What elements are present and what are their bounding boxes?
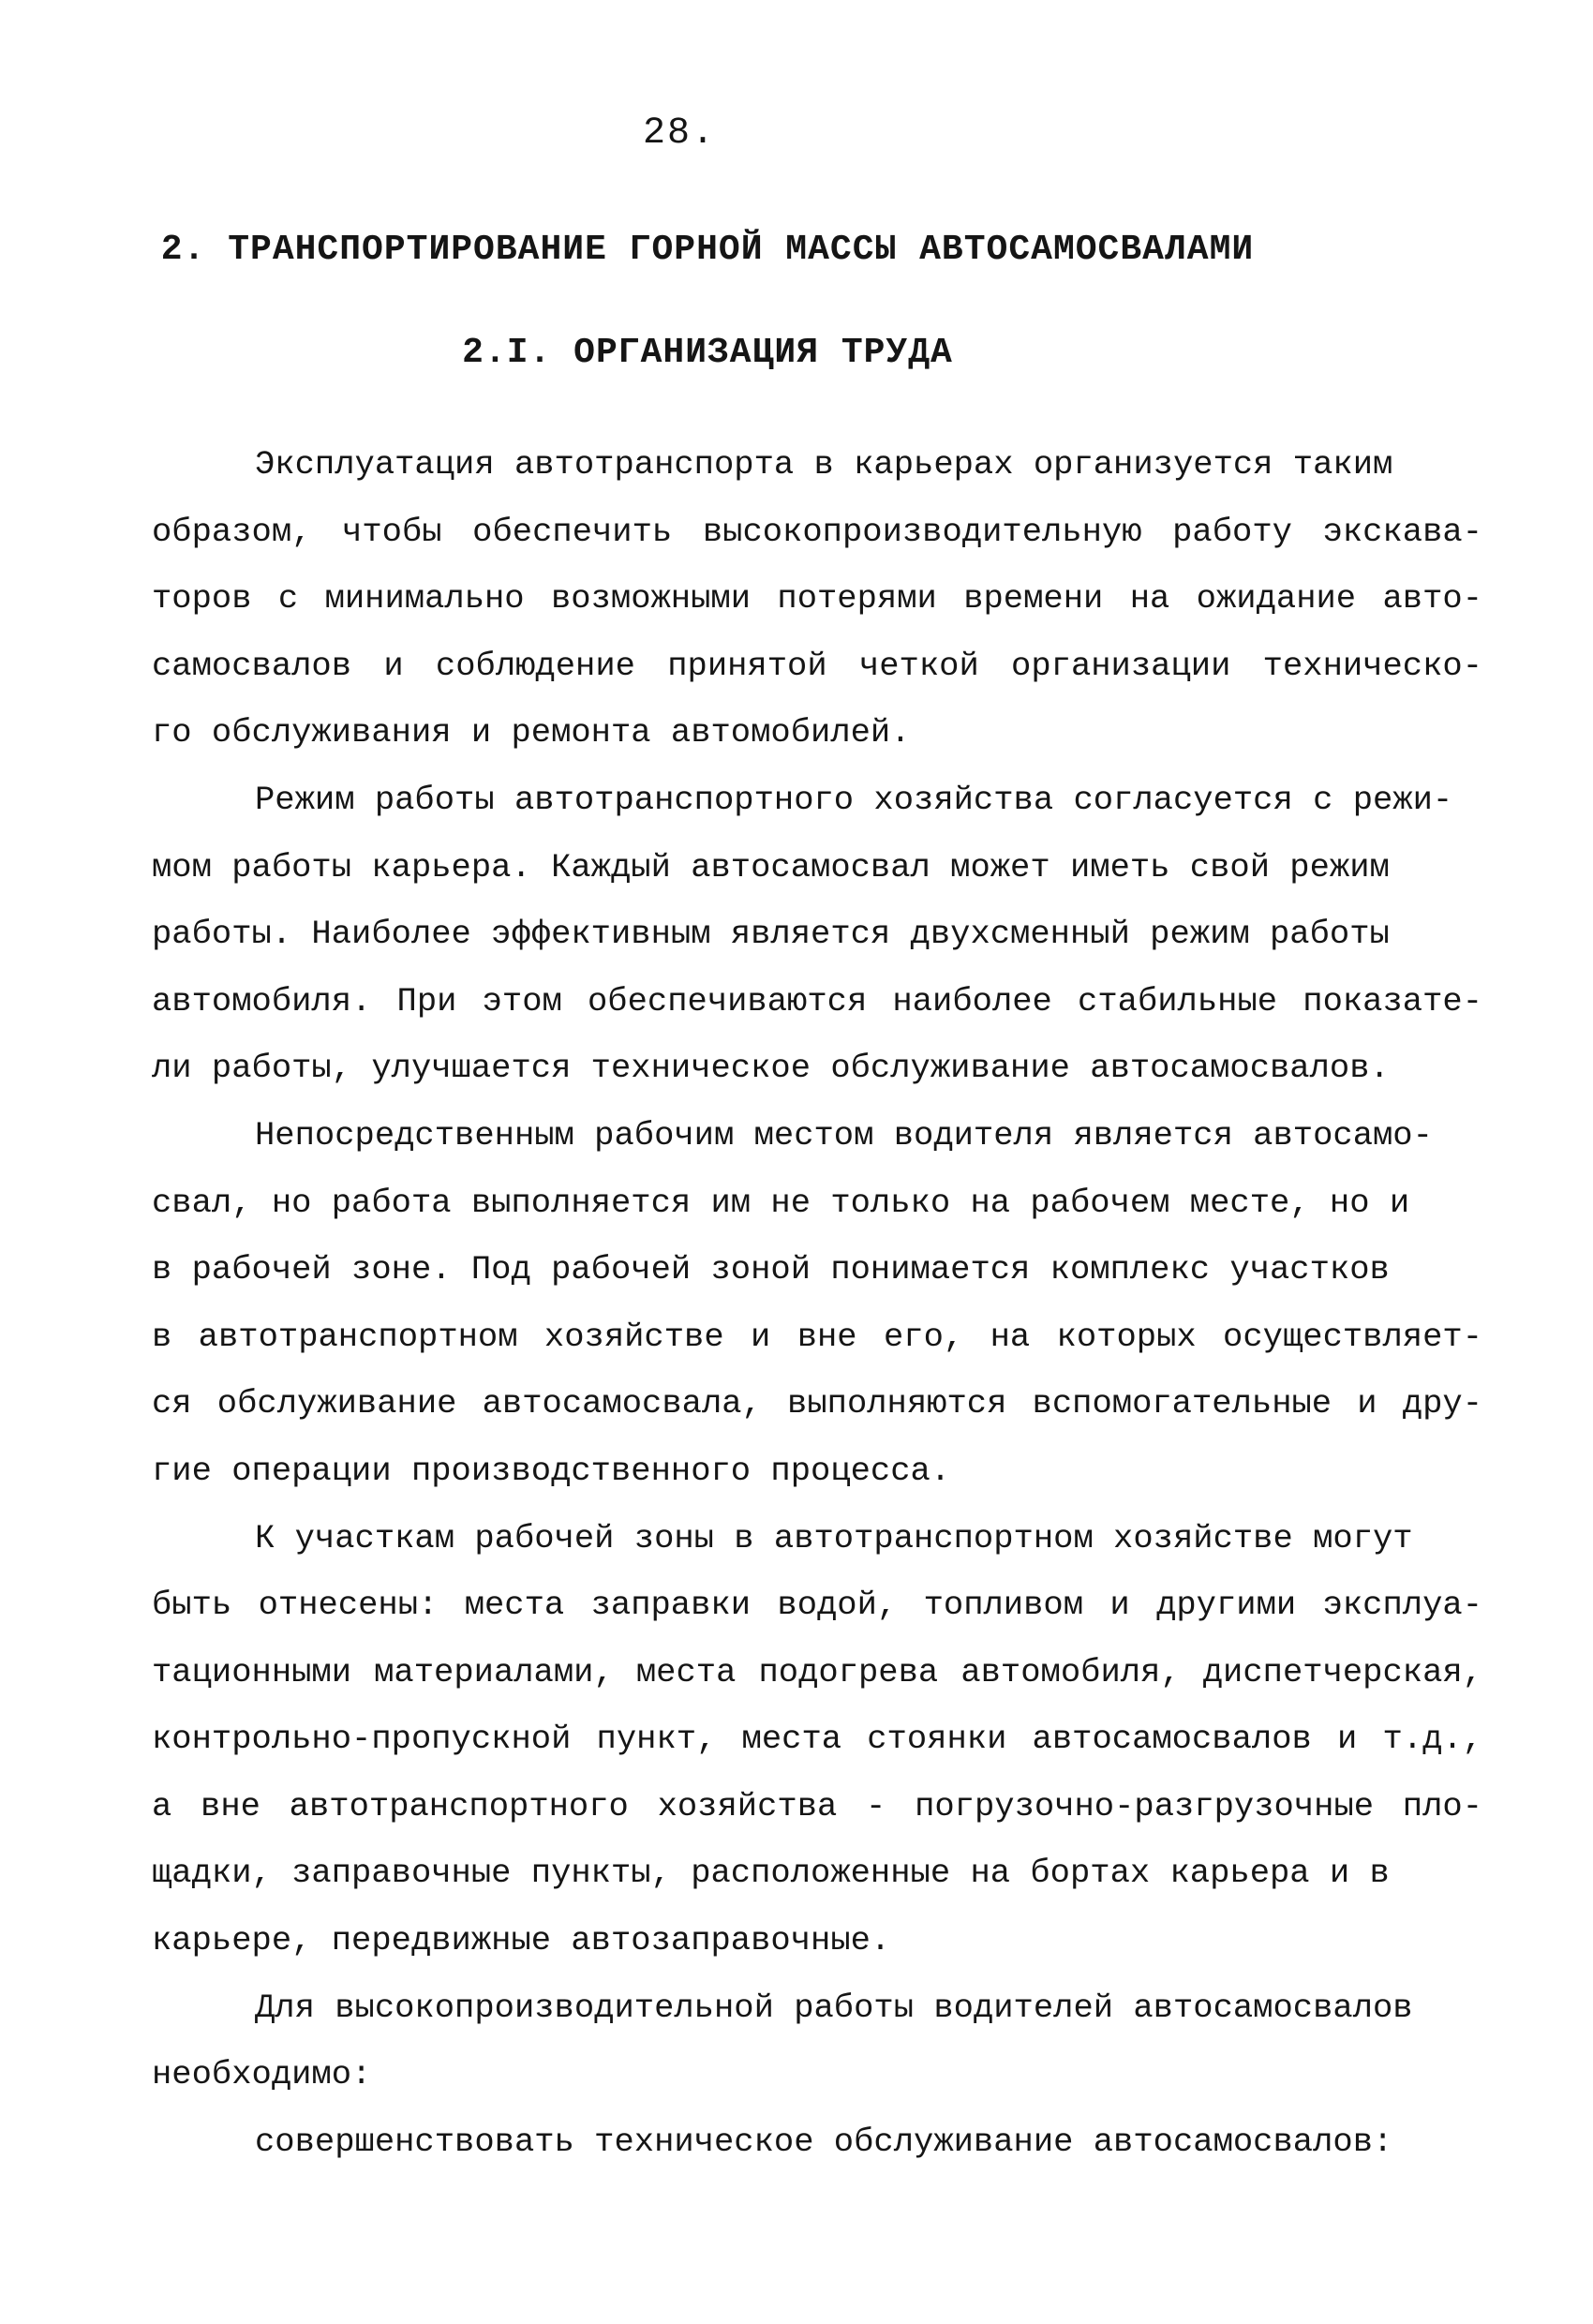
paragraph-2 <box>152 767 1482 1102</box>
text-line: К участкам рабочей зоны в автотранспортном хозяйстве могут <box>255 1518 1413 1557</box>
text-line: контрольно-пропускной пункт, места стоянки автосамосвалов и т.д., <box>152 1720 1482 1759</box>
text-line: в рабочей зоне. Под рабочей зоной понимается комплекс участков <box>152 1250 1390 1289</box>
text-line: ли работы, улучшается техническое обслуживание автосамосвалов. <box>152 1049 1390 1088</box>
text-line: необходимо: <box>152 2055 372 2094</box>
text-line: совершенствовать техническое обслуживание автосамосвалов: <box>255 2122 1393 2161</box>
text-line: Для высокопроизводительной работы водителей автосамосвалов <box>255 1988 1413 2027</box>
text-line: карьере, передвижные автозаправочные. <box>152 1921 891 1960</box>
paragraph-1 <box>152 431 1482 767</box>
paragraph-3 <box>152 1102 1482 1505</box>
subsection-title: 2.I. ОРГАНИЗАЦИЯ ТРУДА <box>462 333 953 373</box>
text-line: ся обслуживание автосамосвала, выполняются вспомогательные и дру- <box>152 1384 1482 1423</box>
paragraph-4 <box>152 1505 1482 1974</box>
section-title: 2. ТРАНСПОРТИРОВАНИЕ ГОРНОЙ МАССЫ АВТОСАМОСВАЛАМИ <box>160 230 1255 270</box>
text-line: быть отнесены: места заправки водой, топливом и другими эксплуа- <box>152 1586 1482 1625</box>
text-line: образом, чтобы обеспечить высокопроизводительную работу экскава- <box>152 512 1482 551</box>
text-line: тационными материалами, места подогрева автомобиля, диспетчерская, <box>152 1652 1482 1691</box>
body-text <box>152 431 1482 2175</box>
text-line: Непосредственным рабочим местом водителя является автосамо- <box>255 1115 1433 1155</box>
text-line: Режим работы автотранспортного хозяйства согласуется с режи- <box>255 780 1453 819</box>
text-line: гие операции производственного процесса. <box>152 1451 951 1490</box>
paragraph-5 <box>152 1974 1482 2108</box>
text-line: Эксплуатация автотранспорта в карьерах организуется таким <box>255 445 1393 484</box>
text-line: а вне автотранспортного хозяйства - погрузочно-разгрузочные пло- <box>152 1786 1482 1825</box>
text-line: щадки, заправочные пункты, расположенные на бортах карьера и в <box>152 1854 1390 1893</box>
paragraph-6 <box>152 2108 1482 2176</box>
text-line: работы. Наиболее эффективным является двухсменный режим работы <box>152 915 1390 954</box>
page-number: 28. <box>642 112 716 155</box>
text-line: самосвалов и соблюдение принятой четкой организации техническо- <box>152 646 1482 685</box>
text-line: го обслуживания и ремонта автомобилей. <box>152 713 911 752</box>
text-line: в автотранспортном хозяйстве и вне его, на которых осуществляет- <box>152 1317 1482 1356</box>
text-line: свал, но работа выполняется им не только на рабочем месте, но и <box>152 1183 1410 1222</box>
text-line: автомобиля. При этом обеспечиваются наиболее стабильные показате- <box>152 981 1482 1020</box>
text-line: торов с минимально возможными потерями времени на ожидание авто- <box>152 579 1482 618</box>
text-line: мом работы карьера. Каждый автосамосвал может иметь свой режим <box>152 847 1390 886</box>
